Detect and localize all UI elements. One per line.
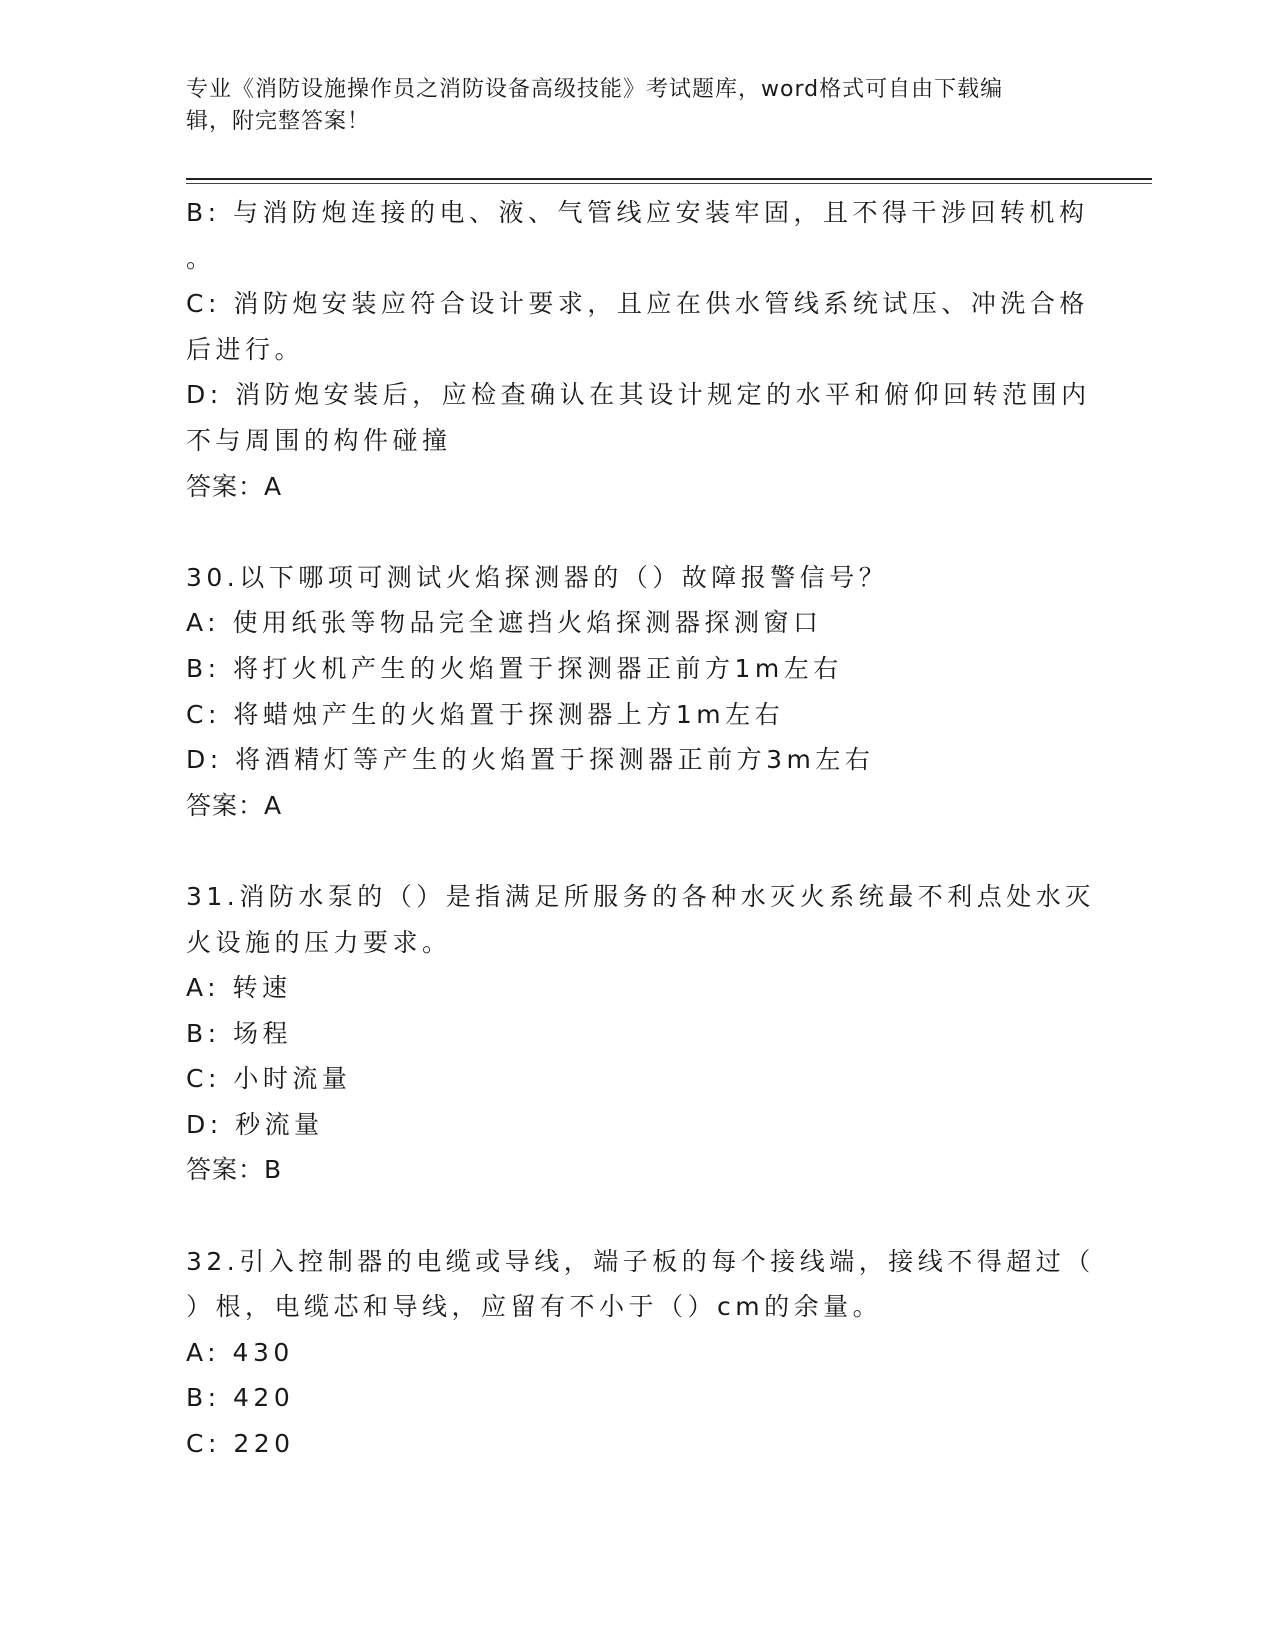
question-32: [186, 1239, 1095, 1467]
option-c: C: 小时流量: [186, 1064, 352, 1094]
question-stem: 30.以下哪项可测试火焰探测器的（）故障报警信号？: [186, 562, 889, 592]
header-divider-thin: [186, 183, 1152, 184]
header-divider-thick: [186, 178, 1152, 180]
question-31: [186, 874, 1095, 1193]
option-c-line-2: 后进行。: [186, 334, 305, 364]
question-30: [186, 555, 1086, 829]
previous-question: [186, 190, 1091, 509]
option-a: A: 430: [186, 1337, 294, 1367]
header-line-1: 专业《消防设施操作员之消防设备高级技能》考试题库，word格式可自由下载编: [186, 77, 1004, 102]
option-d-line-1: D: 消防炮安装后，应检查确认在其设计规定的水平和俯仰回转范围内: [186, 380, 1091, 410]
spacer: [186, 1193, 1086, 1239]
option-d-line-2: 不与周围的构件碰撞: [186, 425, 452, 455]
option-a: A: 转速: [186, 973, 292, 1003]
question-stem-line-1: 32.引入控制器的电缆或导线，端子板的每个接线端，接线不得超过（: [186, 1246, 1095, 1276]
option-b: B: 420: [186, 1383, 295, 1413]
question-stem-line-2: ）根，电缆芯和导线，应留有不小于（）cm的余量。: [186, 1292, 883, 1322]
option-b: B: 将打火机产生的火焰置于探测器正前方1m左右: [186, 653, 843, 683]
option-b-line-1: B: 与消防炮连接的电、液、气管线应安装牢固，且不得干涉回转机构: [186, 198, 1089, 227]
option-c: C: 220: [186, 1429, 295, 1459]
option-c: C: 将蜡烛产生的火焰置于探测器上方1m左右: [186, 699, 785, 729]
header-line-2: 辑，附完整答案！: [186, 109, 371, 134]
answer: 答案：A: [186, 790, 283, 820]
option-a: A: 使用纸张等物品完全遮挡火焰探测器探测窗口: [186, 608, 823, 638]
question-stem-line-2: 火设施的压力要求。: [186, 927, 452, 957]
option-b: B: 场程: [186, 1018, 293, 1048]
question-content: [186, 190, 1095, 1467]
option-d: D: 将酒精灯等产生的火焰置于探测器正前方3m左右: [186, 745, 875, 775]
document-header: [186, 74, 1066, 138]
answer: 答案：B: [186, 1155, 283, 1185]
spacer: [186, 828, 1086, 874]
option-b-line-2: 。: [186, 243, 216, 273]
answer: 答案：A: [186, 471, 283, 501]
option-c-line-1: C: 消防炮安装应符合设计要求，且应在供水管线系统试压、冲洗合格: [186, 289, 1089, 319]
question-stem-line-1: 31.消防水泵的（）是指满足所服务的各种水灭火系统最不利点处水灭: [186, 881, 1095, 911]
option-d: D: 秒流量: [186, 1109, 324, 1139]
spacer: [186, 509, 1086, 555]
